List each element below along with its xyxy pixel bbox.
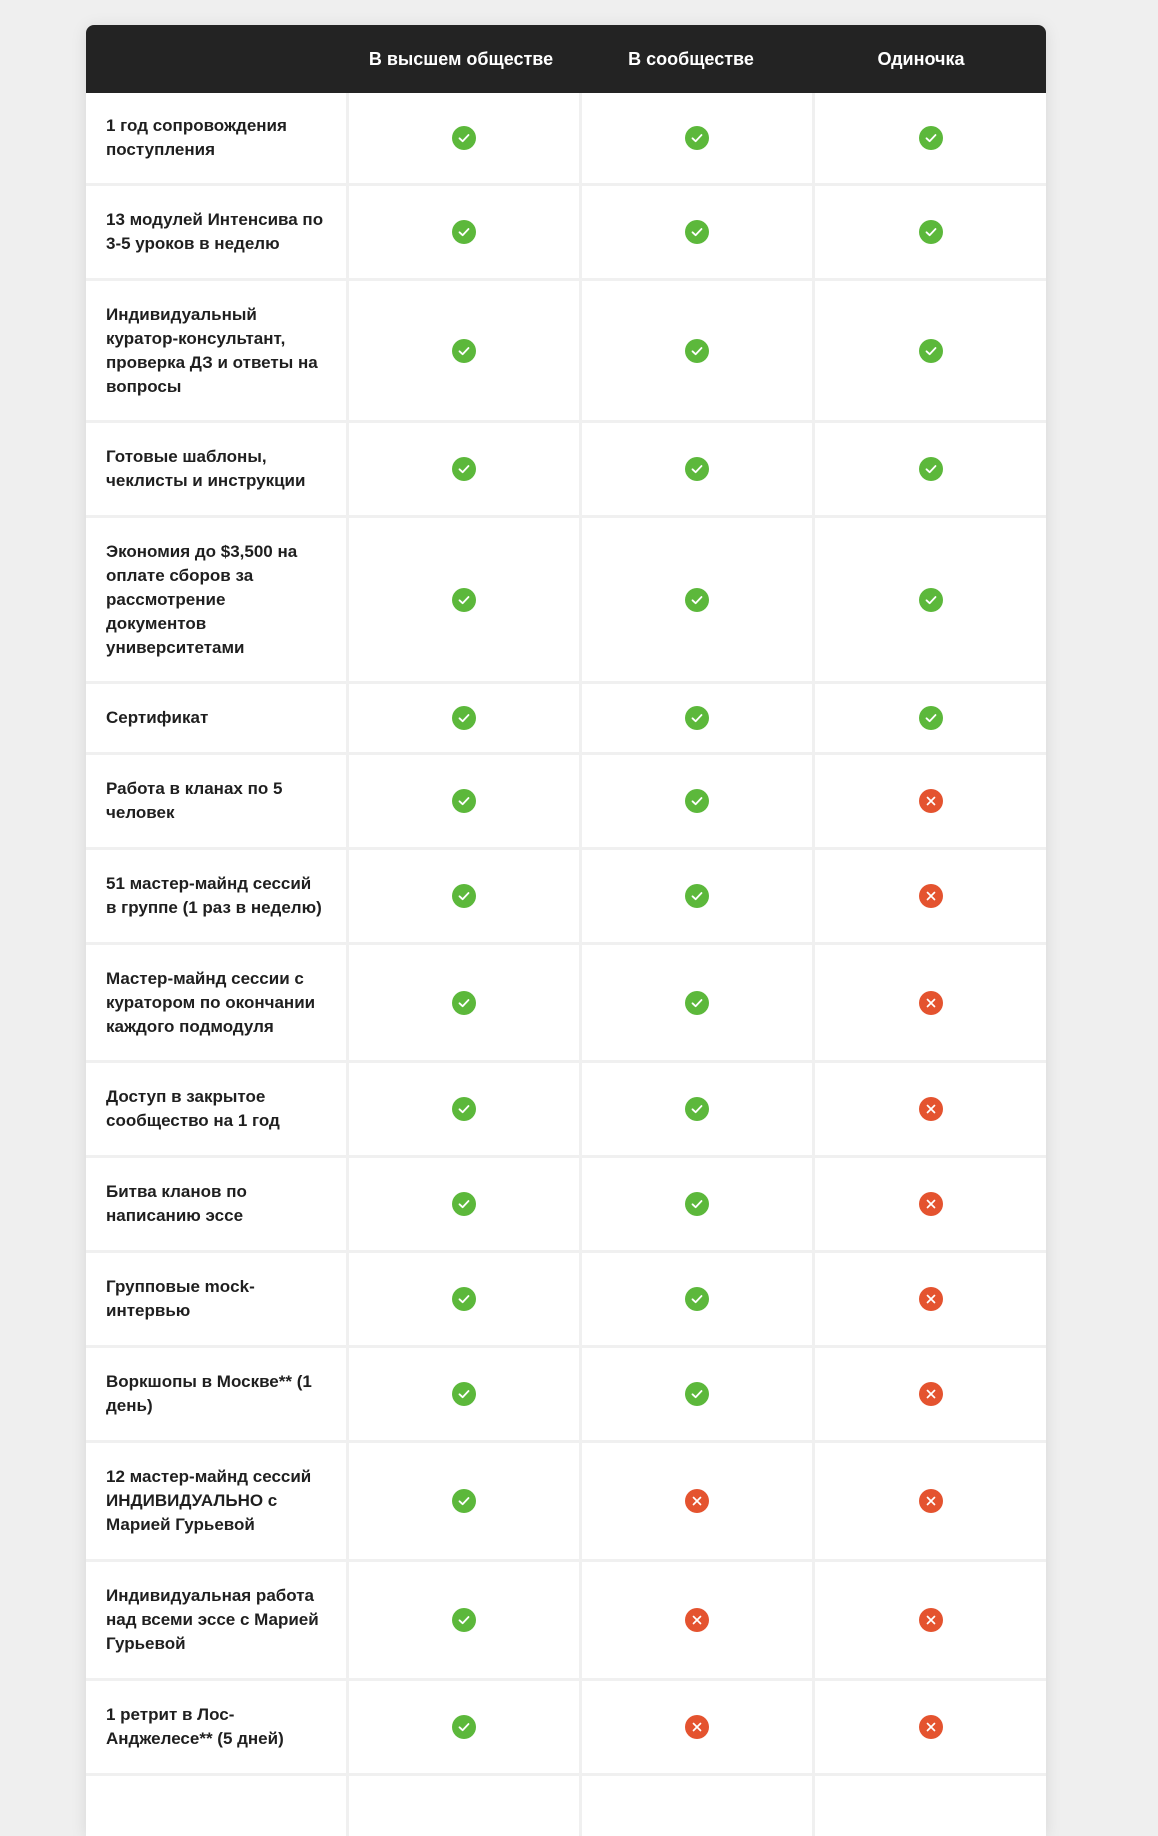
check-icon bbox=[452, 1489, 476, 1513]
cross-icon bbox=[919, 884, 943, 908]
cell-high-society bbox=[349, 1443, 579, 1559]
check-icon bbox=[919, 339, 943, 363]
feature-label: 1 год сопровождения поступления bbox=[86, 93, 346, 183]
check-icon bbox=[685, 457, 709, 481]
cell-high-society bbox=[349, 1253, 579, 1345]
feature-label: Экономия до $3,500 на оплате сборов за рассмотрение документов университетами bbox=[86, 518, 346, 681]
feature-label: 1 ретрит в Лос-Анджелесе** (5 дней) bbox=[86, 1681, 346, 1773]
cross-icon bbox=[919, 1192, 943, 1216]
cell-high-society bbox=[349, 1063, 579, 1155]
check-icon bbox=[452, 991, 476, 1015]
table-body bbox=[86, 93, 1046, 1836]
cell-high-society bbox=[349, 186, 579, 278]
feature-label: Доступ в закрытое сообщество на 1 год bbox=[86, 1063, 346, 1155]
cell-community bbox=[582, 1681, 812, 1773]
table-row bbox=[86, 1562, 1046, 1678]
cell-community bbox=[582, 518, 812, 681]
check-icon bbox=[919, 220, 943, 244]
cross-icon bbox=[685, 1608, 709, 1632]
cell-community bbox=[582, 1348, 812, 1440]
check-icon bbox=[452, 1608, 476, 1632]
check-icon bbox=[685, 1192, 709, 1216]
cell-solo bbox=[815, 281, 1046, 420]
check-icon bbox=[685, 220, 709, 244]
cell-high-society bbox=[349, 1681, 579, 1773]
check-icon bbox=[452, 1715, 476, 1739]
check-icon bbox=[452, 1382, 476, 1406]
cell-community bbox=[582, 1776, 812, 1836]
cross-icon bbox=[919, 1287, 943, 1311]
feature-label: 12 мастер-майнд сессий ИНДИВИДУАЛЬНО с Марией Гурьевой bbox=[86, 1443, 346, 1559]
cross-icon bbox=[919, 991, 943, 1015]
feature-label: Работа в кланах по 5 человек bbox=[86, 755, 346, 847]
cell-high-society bbox=[349, 850, 579, 942]
check-icon bbox=[452, 339, 476, 363]
cell-solo bbox=[815, 423, 1046, 515]
table-row bbox=[86, 755, 1046, 847]
table-row bbox=[86, 423, 1046, 515]
cell-solo bbox=[815, 755, 1046, 847]
check-icon bbox=[685, 991, 709, 1015]
cell-high-society bbox=[349, 1348, 579, 1440]
cell-community bbox=[582, 1063, 812, 1155]
check-icon bbox=[685, 339, 709, 363]
cell-high-society bbox=[349, 93, 579, 183]
cross-icon bbox=[919, 1608, 943, 1632]
table-row bbox=[86, 1681, 1046, 1773]
cross-icon bbox=[919, 1382, 943, 1406]
check-icon bbox=[919, 126, 943, 150]
check-icon bbox=[919, 706, 943, 730]
table-row bbox=[86, 1348, 1046, 1440]
feature-label: Индивидуальная работа над всеми эссе с Марией Гурьевой bbox=[86, 1562, 346, 1678]
check-icon bbox=[452, 706, 476, 730]
cross-icon bbox=[685, 1489, 709, 1513]
feature-label: 51 мастер-майнд сессий в группе (1 раз в неделю) bbox=[86, 850, 346, 942]
table-row bbox=[86, 93, 1046, 183]
check-icon bbox=[452, 457, 476, 481]
cell-solo bbox=[815, 945, 1046, 1060]
cell-high-society bbox=[349, 518, 579, 681]
cell-community bbox=[582, 281, 812, 420]
check-icon bbox=[685, 789, 709, 813]
cell-solo bbox=[815, 93, 1046, 183]
check-icon bbox=[685, 706, 709, 730]
check-icon bbox=[685, 1382, 709, 1406]
cell-community bbox=[582, 850, 812, 942]
cell-solo bbox=[815, 1158, 1046, 1250]
cell-community bbox=[582, 755, 812, 847]
table-row bbox=[86, 1253, 1046, 1345]
table-row bbox=[86, 684, 1046, 752]
cell-community bbox=[582, 1443, 812, 1559]
check-icon bbox=[452, 1287, 476, 1311]
header-plan-high-society: В высшем обществе bbox=[368, 48, 554, 69]
cell-solo bbox=[815, 1562, 1046, 1678]
table-row bbox=[86, 1776, 1046, 1836]
cell-solo bbox=[815, 684, 1046, 752]
check-icon bbox=[452, 588, 476, 612]
cell-community bbox=[582, 423, 812, 515]
cross-icon bbox=[919, 789, 943, 813]
table-row bbox=[86, 945, 1046, 1060]
cell-high-society bbox=[349, 1776, 579, 1836]
check-icon bbox=[452, 220, 476, 244]
cell-solo bbox=[815, 1348, 1046, 1440]
check-icon bbox=[452, 126, 476, 150]
cell-community bbox=[582, 1253, 812, 1345]
table-row bbox=[86, 1443, 1046, 1559]
check-icon bbox=[685, 884, 709, 908]
cell-community bbox=[582, 1158, 812, 1250]
cell-high-society bbox=[349, 1158, 579, 1250]
header-plan-solo: Одиночка bbox=[877, 48, 965, 69]
table-row bbox=[86, 1158, 1046, 1250]
cell-high-society bbox=[349, 281, 579, 420]
cell-solo bbox=[815, 1776, 1046, 1836]
cell-high-society bbox=[349, 684, 579, 752]
check-icon bbox=[452, 789, 476, 813]
check-icon bbox=[919, 457, 943, 481]
feature-label bbox=[86, 1776, 346, 1836]
cross-icon bbox=[919, 1097, 943, 1121]
cell-community bbox=[582, 945, 812, 1060]
feature-label: Сертификат bbox=[86, 684, 346, 752]
check-icon bbox=[685, 126, 709, 150]
table-row bbox=[86, 1063, 1046, 1155]
check-icon bbox=[685, 1097, 709, 1121]
cross-icon bbox=[919, 1489, 943, 1513]
cell-solo bbox=[815, 518, 1046, 681]
table-row bbox=[86, 518, 1046, 681]
check-icon bbox=[452, 884, 476, 908]
cell-community bbox=[582, 1562, 812, 1678]
feature-label: Готовые шаблоны, чеклисты и инструкции bbox=[86, 423, 346, 515]
cell-solo bbox=[815, 1253, 1046, 1345]
check-icon bbox=[685, 1287, 709, 1311]
cell-high-society bbox=[349, 755, 579, 847]
check-icon bbox=[452, 1097, 476, 1121]
cell-community bbox=[582, 186, 812, 278]
check-icon bbox=[919, 588, 943, 612]
cell-high-society bbox=[349, 423, 579, 515]
table-row bbox=[86, 186, 1046, 278]
feature-label: Битва кланов по написанию эссе bbox=[86, 1158, 346, 1250]
feature-label: Групповые mock-интервью bbox=[86, 1253, 346, 1345]
cross-icon bbox=[919, 1715, 943, 1739]
table-header bbox=[86, 25, 1046, 93]
feature-label: Индивидуальный куратор-консультант, проверка ДЗ и ответы на вопросы bbox=[86, 281, 346, 420]
feature-label: Воркшопы в Москве** (1 день) bbox=[86, 1348, 346, 1440]
cell-high-society bbox=[349, 1562, 579, 1678]
comparison-table bbox=[86, 25, 1046, 1836]
cross-icon bbox=[685, 1715, 709, 1739]
table-row bbox=[86, 281, 1046, 420]
feature-label: Мастер-майнд сессии с куратором по окончании каждого подмодуля bbox=[86, 945, 346, 1060]
cell-solo bbox=[815, 186, 1046, 278]
cell-solo bbox=[815, 1443, 1046, 1559]
check-icon bbox=[685, 588, 709, 612]
cell-solo bbox=[815, 1681, 1046, 1773]
feature-label: 13 модулей Интенсива по 3-5 уроков в неделю bbox=[86, 186, 346, 278]
cell-community bbox=[582, 684, 812, 752]
cell-community bbox=[582, 93, 812, 183]
cell-high-society bbox=[349, 945, 579, 1060]
cell-solo bbox=[815, 1063, 1046, 1155]
cell-solo bbox=[815, 850, 1046, 942]
table-row bbox=[86, 850, 1046, 942]
header-plan-community: В сообществе bbox=[628, 48, 754, 69]
check-icon bbox=[452, 1192, 476, 1216]
header-empty bbox=[86, 25, 346, 93]
